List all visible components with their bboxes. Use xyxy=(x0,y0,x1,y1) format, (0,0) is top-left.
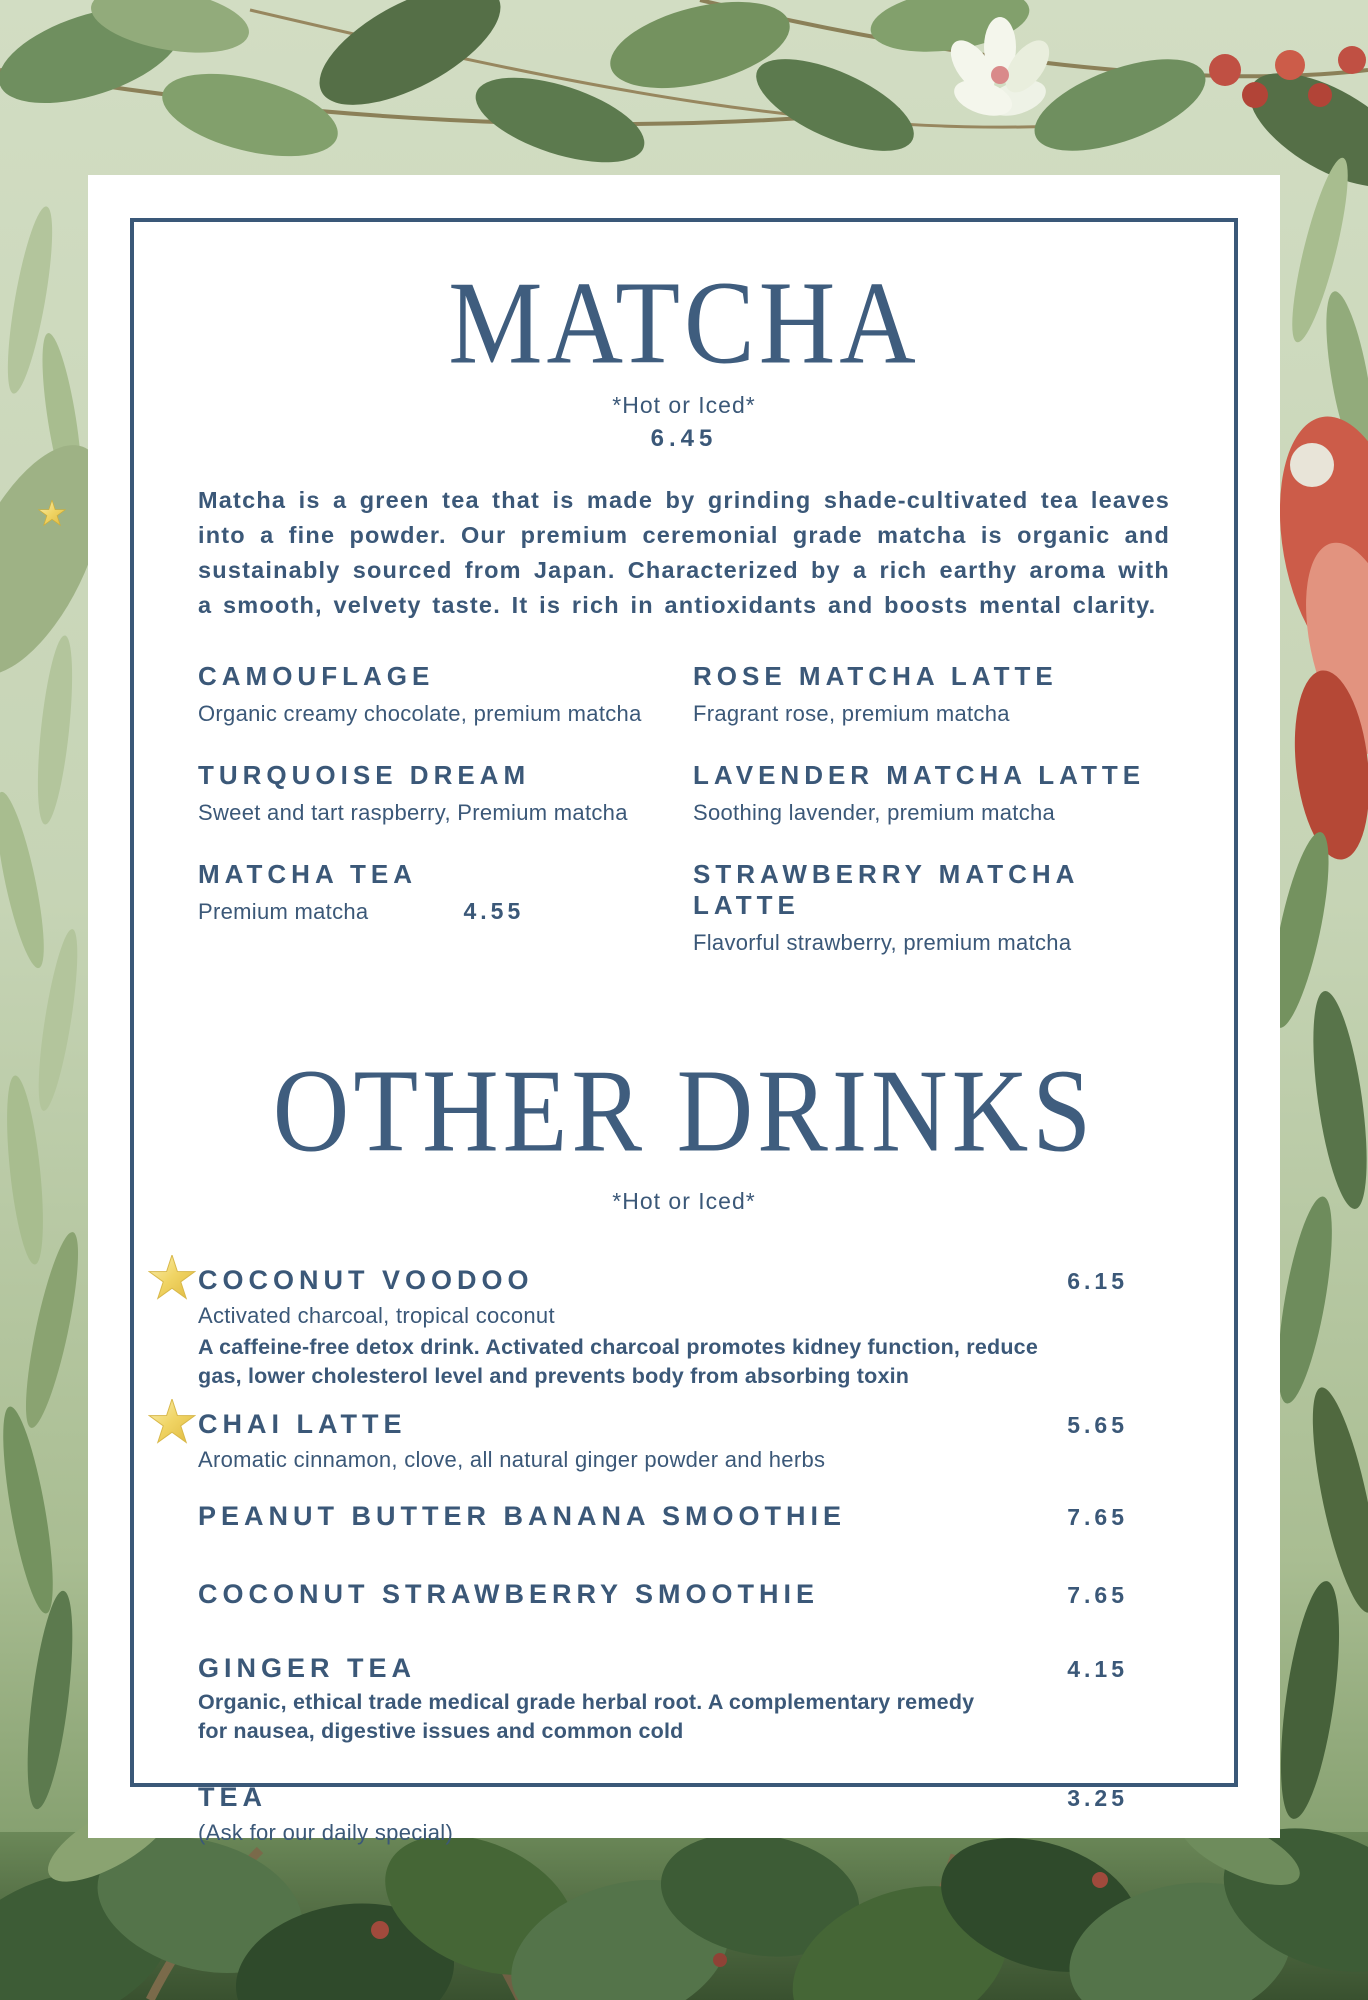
matcha-description: Matcha is a green tea that is made by grinding shade-cultivated tea leaves into a fine powder. Our premium ceremonial grade matcha is organic and sustainably sourced from Japan. Characterized by a rich earthy aroma with a smooth, velvety taste. It is rich in antioxidants and boosts mental clarity. xyxy=(198,487,1170,618)
menu-border-box xyxy=(130,218,1238,1845)
item-price: 5.65 xyxy=(1067,1412,1128,1438)
item-desc: Organic creamy chocolate, premium matcha xyxy=(198,701,642,726)
menu-item-peanut-butter-banana-smoothie xyxy=(198,1501,1170,1532)
item-name: COCONUT VOODOO xyxy=(198,1265,534,1295)
item-price: 6.15 xyxy=(1067,1268,1128,1294)
item-name: PEANUT BUTTER BANANA SMOOTHIE xyxy=(198,1501,846,1531)
item-note: Organic, ethical trade medical grade herbal root. A complementary remedy for nausea, digestive issues and common cold xyxy=(198,1690,975,1743)
matcha-hot-or-iced: *Hot or Iced* xyxy=(612,392,756,418)
menu-item-matcha-tea xyxy=(198,859,693,956)
item-desc: Fragrant rose, premium matcha xyxy=(693,701,1010,726)
item-note: A caffeine-free detox drink. Activated charcoal promotes kidney function, reduce gas, lower cholesterol level and prevents body from absorbing toxin xyxy=(198,1335,1038,1388)
item-name: TEA xyxy=(198,1782,267,1812)
item-price: 4.15 xyxy=(1067,1656,1128,1682)
matcha-base-price: 6.45 xyxy=(650,425,718,452)
other-drinks-section-title: OTHER DRINKS xyxy=(272,1045,1096,1177)
menu-item-rose-matcha-latte xyxy=(693,661,1170,727)
item-desc: Flavorful strawberry, premium matcha xyxy=(693,930,1072,955)
item-price: 3.25 xyxy=(1067,1785,1128,1811)
item-desc: Premium matcha xyxy=(198,899,369,924)
item-desc: Soothing lavender, premium matcha xyxy=(693,800,1056,825)
other-drinks-list xyxy=(198,1265,1170,1846)
item-price: 7.65 xyxy=(1067,1582,1128,1608)
menu-sheet xyxy=(88,175,1280,1845)
item-desc: (Ask for our daily special) xyxy=(198,1820,454,1845)
item-price: 7.65 xyxy=(1067,1504,1128,1530)
menu-item-coconut-voodoo xyxy=(198,1265,1170,1391)
menu-item-turquoise-dream xyxy=(198,760,693,826)
item-desc: Aromatic cinnamon, clove, all natural ginger powder and herbs xyxy=(198,1447,826,1472)
item-name: LAVENDER MATCHA LATTE xyxy=(693,760,1146,790)
matcha-items-grid xyxy=(198,661,1170,956)
matcha-section-title: MATCHA xyxy=(448,257,920,389)
menu-item-camouflage xyxy=(198,661,693,727)
item-name: GINGER TEA xyxy=(198,1653,417,1683)
menu-item-strawberry-matcha-latte xyxy=(693,859,1170,956)
star-icon xyxy=(148,1255,196,1303)
menu-item-chai-latte xyxy=(198,1409,1170,1473)
menu-item-lavender-matcha-latte xyxy=(693,760,1170,826)
item-name: MATCHA TEA xyxy=(198,859,417,889)
item-name: TURQUOISE DREAM xyxy=(198,760,531,790)
menu-item-ginger-tea xyxy=(198,1653,1170,1746)
menu-item-coconut-strawberry-smoothie xyxy=(198,1579,1170,1610)
item-name: CAMOUFLAGE xyxy=(198,661,435,691)
item-desc: Sweet and tart raspberry, Premium matcha xyxy=(198,800,628,825)
item-name: ROSE MATCHA LATTE xyxy=(693,661,1058,691)
item-desc: Activated charcoal, tropical coconut xyxy=(198,1303,555,1328)
other-hot-or-iced: *Hot or Iced* xyxy=(612,1188,756,1214)
margin-star-icon xyxy=(38,500,66,528)
item-price: 4.55 xyxy=(463,898,525,924)
item-name: STRAWBERRY MATCHA LATTE xyxy=(693,859,1079,920)
star-icon xyxy=(148,1399,196,1447)
item-name: COCONUT STRAWBERRY SMOOTHIE xyxy=(198,1579,820,1609)
menu-item-tea xyxy=(198,1782,1170,1846)
item-name: CHAI LATTE xyxy=(198,1409,407,1439)
